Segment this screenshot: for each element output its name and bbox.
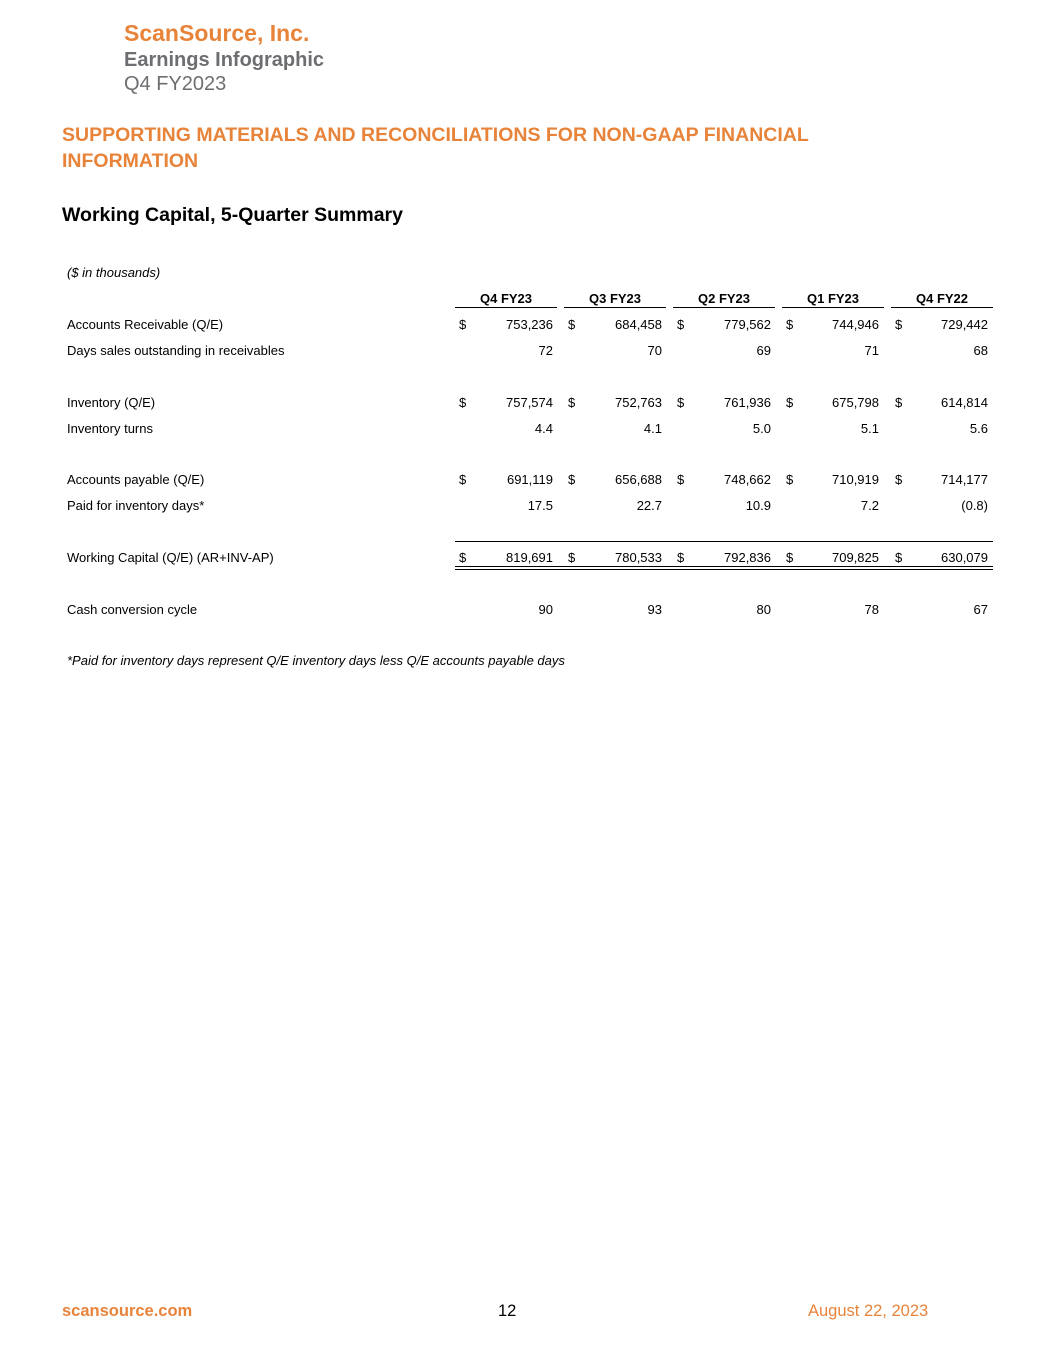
total-double-rule xyxy=(455,566,993,570)
currency-symbol: $ xyxy=(895,395,903,410)
section-title: SUPPORTING MATERIALS AND RECONCILIATIONS FOR NON-GAAP FINANCIAL INFORMATION xyxy=(62,124,809,172)
currency-symbol: $ xyxy=(568,472,576,487)
table-cell: 5.0 xyxy=(752,421,771,436)
table-cell: 78 xyxy=(864,602,879,617)
currency-symbol: $ xyxy=(568,550,576,565)
column-header: Q2 FY23 xyxy=(673,291,775,308)
footer-date: August 22, 2023 xyxy=(808,1302,929,1320)
table-cell: 744,946 xyxy=(832,317,879,332)
table-cell: 5.1 xyxy=(860,421,879,436)
table-cell: 80 xyxy=(756,602,771,617)
currency-symbol: $ xyxy=(677,550,685,565)
row-label: Paid for inventory days* xyxy=(67,498,205,513)
table-cell: 780,533 xyxy=(615,550,662,565)
footnote: *Paid for inventory days represent Q/E inventory days less Q/E accounts payable days xyxy=(67,653,565,668)
column-header: Q1 FY23 xyxy=(782,291,884,308)
column-header: Q3 FY23 xyxy=(564,291,666,308)
footer-website[interactable]: scansource.com xyxy=(62,1302,193,1320)
table-cell: 757,574 xyxy=(506,395,553,410)
table-cell: 67 xyxy=(973,602,988,617)
table-cell: 709,825 xyxy=(832,550,879,565)
currency-symbol: $ xyxy=(568,317,576,332)
table-cell: 691,119 xyxy=(506,472,553,487)
table-cell: 656,688 xyxy=(615,472,662,487)
currency-symbol: $ xyxy=(459,395,467,410)
currency-symbol: $ xyxy=(786,550,794,565)
table-cell: 819,691 xyxy=(506,550,553,565)
currency-symbol: $ xyxy=(895,317,903,332)
currency-symbol: $ xyxy=(786,395,794,410)
row-label: Days sales outstanding in receivables xyxy=(67,343,285,358)
row-label: Accounts payable (Q/E) xyxy=(67,472,205,487)
table-cell: 17.5 xyxy=(527,498,553,513)
row-label: Accounts Receivable (Q/E) xyxy=(67,317,224,332)
row-label: Inventory (Q/E) xyxy=(67,395,156,410)
report-subtitle: Earnings Infographic xyxy=(124,49,325,71)
table-cell: 69 xyxy=(756,343,771,358)
table-cell: 5.6 xyxy=(969,421,988,436)
column-header: Q4 FY23 xyxy=(455,291,557,308)
row-label: Inventory turns xyxy=(67,421,153,436)
table-cell: (0.8) xyxy=(961,498,988,513)
table-cell: 752,763 xyxy=(615,395,662,410)
table-cell: 729,442 xyxy=(941,317,988,332)
table-cell: 93 xyxy=(647,602,662,617)
table-cell: 68 xyxy=(973,343,988,358)
table-cell: 10.9 xyxy=(745,498,771,513)
row-label: Cash conversion cycle xyxy=(67,602,198,617)
table-cell: 761,936 xyxy=(724,395,771,410)
row-label: Working Capital (Q/E) (AR+INV-AP) xyxy=(67,550,274,565)
table-cell: 684,458 xyxy=(615,317,662,332)
column-header: Q4 FY22 xyxy=(891,291,993,308)
table-cell: 71 xyxy=(864,343,879,358)
table-cell: 90 xyxy=(538,602,553,617)
company-name: ScanSource, Inc. xyxy=(124,20,310,46)
currency-symbol: $ xyxy=(459,317,467,332)
table-cell: 72 xyxy=(538,343,553,358)
table-cell: 70 xyxy=(647,343,662,358)
currency-symbol: $ xyxy=(786,472,794,487)
currency-symbol: $ xyxy=(459,550,467,565)
currency-symbol: $ xyxy=(677,472,685,487)
table-cell: 753,236 xyxy=(506,317,553,332)
table-cell: 22.7 xyxy=(636,498,662,513)
table-cell: 714,177 xyxy=(941,472,988,487)
currency-symbol: $ xyxy=(568,395,576,410)
currency-symbol: $ xyxy=(895,550,903,565)
table-cell: 614,814 xyxy=(941,395,988,410)
currency-symbol: $ xyxy=(459,472,467,487)
currency-symbol: $ xyxy=(895,472,903,487)
report-period: Q4 FY2023 xyxy=(124,73,227,95)
currency-symbol: $ xyxy=(786,317,794,332)
table-cell: 7.2 xyxy=(860,498,879,513)
subtotal-rule xyxy=(455,541,993,542)
currency-symbol: $ xyxy=(677,395,685,410)
report-header xyxy=(124,20,324,96)
units-note: ($ in thousands) xyxy=(67,265,161,280)
table-title: Working Capital, 5-Quarter Summary xyxy=(62,204,403,226)
table-cell: 710,919 xyxy=(832,472,879,487)
table-cell: 792,836 xyxy=(724,550,771,565)
currency-symbol: $ xyxy=(677,317,685,332)
page-number: 12 xyxy=(498,1302,517,1320)
table-cell: 675,798 xyxy=(832,395,879,410)
table-cell: 630,079 xyxy=(941,550,988,565)
table-cell: 4.4 xyxy=(534,421,553,436)
table-cell: 748,662 xyxy=(724,472,771,487)
table-cell: 4.1 xyxy=(643,421,662,436)
table-cell: 779,562 xyxy=(724,317,771,332)
